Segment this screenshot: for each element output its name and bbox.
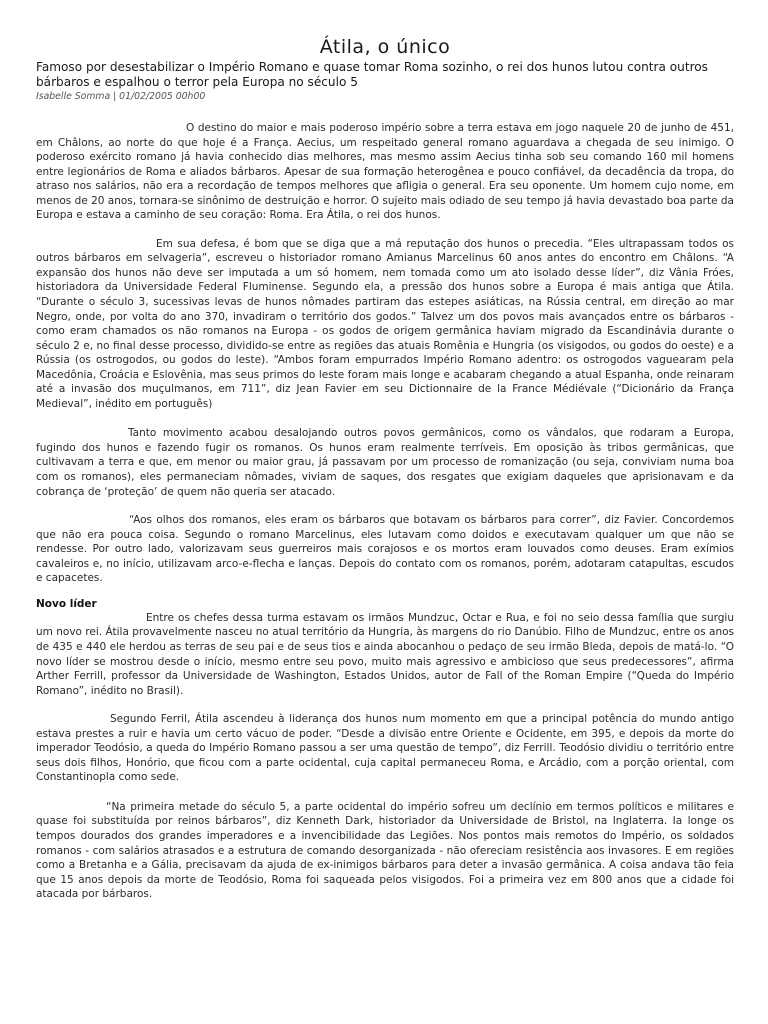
paragraph: Segundo Ferril, Átila ascendeu à liderança dos hunos num momento em que a principal potência do mundo antigo estava prestes a ruir e havia um certo vácuo de poder. “Desde a divisão entre Oriente e Ocidente, em 395, e depois da morte do imperador Teodósio, a queda do Império Romano passou a ser uma questão de tempo”, diz Ferrill. Teodósio dividiu o território entre seus dois filhos, Honório, que ficou com a parte ocidental, cuja capital permaneceu Roma, e Arcádio, com a porção oriental, com Constantinopla como sede. (36, 713, 734, 784)
paragraph: O destino do maior e mais poderoso império sobre a terra estava em jogo naquele 20 de junho de 451, em Châlons, ao norte do que hoje é a França. Aecius, um respeitado general romano aguardava a chegada de seu inimigo. O poderoso exército romano já havia conhecido dias melhores, mas mesmo assim Aecius tinha sob seu comando 160 mil homens entre legionários de Roma e aliados bárbaros. Apesar de sua formação heterogênea e pouco confiável, da decadência da tropa, do atraso nos salários, não era a recordação de tempos melhores que afligia o general. Era seu oponente. Um homem cujo nome, em menos de 20 anos, tornara-se sinônimo de destruição e horror. O sujeito mais odiado de seu tempo já havia devastado boa parte da Europa e estava a caminho de seu coração: Roma. Era Átila, o rei dos hunos. (36, 122, 734, 222)
paragraph: “Aos olhos dos romanos, eles eram os bárbaros que botavam os bárbaros para correr”, diz Favier. Concordemos que não era pouca coisa. Segundo o romano Marcelinus, eles lutavam como doidos e executavam qualquer um que não se rendesse. Por outro lado, valorizavam seus guerreiros mais corajosos e os mortos eram louvados como deuses. Eram exímios cavaleiros e, no início, utilizavam arco-e-flecha e lanças. Depois do contato com os romanos, porém, adotaram catapultas, escudos e capacetes. (36, 514, 734, 585)
paragraph: “Na primeira metade do século 5, a parte ocidental do império sofreu um declínio em termos políticos e militares e quase foi substituída por reinos bárbaros”, diz Kenneth Dark, historiador da Universidade de Bristol, na Inglaterra. Ia longe os tempos dourados dos grandes imperadores e a invencibilidade das Legiões. Nos pontos mais remotos do Império, os soldados romanos - com salários atrasados e a estrutura de comando desorganizada - não ofereciam resistência aos invasores. E em regiões como a Bretanha e a Gália, precisavam da ajuda de ex-inimigos bárbaros para deter a invasão germânica. A coisa andava tão feia que 15 anos depois da morte de Teodósio, Roma foi saqueada pelos visigodos. Foi a primeira vez em 800 anos que a cidade foi atacada por bárbaros. (36, 800, 734, 901)
article-byline: Isabelle Somma | 01/02/2005 00h00 (36, 91, 206, 102)
article-title: Átila, o único (319, 36, 451, 58)
paragraph: Entre os chefes dessa turma estavam os irmãos Mundzuc, Octar e Rua, e foi no seio dessa família que surgiu um novo rei. Átila provavelmente nasceu no atual território da Hungria, às margens do rio Danúbio. Filho de Mundzuc, entre os anos de 435 e 440 ele herdou as terras de seu pai e de seus tios e ainda abocanhou o pedaço de seu irmão Bleda, depois de matá-lo. “O novo líder se mostrou desde o início, mesmo entre seu povo, muito mais agressivo e ambicioso que seus predecessores”, afirma Arther Ferrill, professor da Universidade de Washington, Estados Unidos, autor de Fall of the Roman Empire (“Queda do Império Romano”, inédito no Brasil). (36, 611, 734, 697)
paragraph: Em sua defesa, é bom que se diga que a má reputação dos hunos o precedia. “Eles ultrapassam todos os outros bárbaros em selvageria”, escreveu o historiador romano Amianus Marcelinus 60 anos antes do encontro em Châlons. “A expansão dos hunos não deve ser imputada a um só homem, nem tomada como um ato isolado desse líder”, diz Vânia Fróes, historiadora da Universidade Federal Fluminense. Segundo ela, a pressão dos hunos sobre a Europa é mais antiga que Átila. “Durante o século 3, sucessivas levas de hunos nômades partiram das estepes asiáticas, na Rússia central, em direção ao mar Negro, onde, por volta do ano 370, invadiram o território dos godos.” Talvez um dos povos mais avançados entre os bárbaros - como eram chamados os não romanos na Europa - os godos de origem germânica haviam migrado da Escandinávia durante o século 2 e, no final desse processo, dividido-se entre as regiões das atuais Romênia e Hungria (os visigodos, ou godos do oeste) e a Rússia (os ostrogodos, ou godos do leste). “Ambos foram empurrados Império Romano adentro: os ostrogodos vaguearam pela Macedônia, Croácia e Eslovênia, mas seus primos do leste foram mais longe e acabaram chegando a atual Espanha, onde reinaram até a invasão dos muçulmanos, em 711”, diz Jean Favier em seu Dictionnaire de la France Médiévale (“Dicionário da França Medieval”, inédito em português) (36, 237, 734, 410)
article-subtitle: Famoso por desestabilizar o Império Romano e quase tomar Roma sozinho, o rei dos hunos lutou contra outros bárbaros e espalhou o terror pela Europa no século 5 (36, 60, 708, 89)
article (36, 34, 734, 902)
section-heading: Novo líder (36, 597, 97, 610)
paragraph: Tanto movimento acabou desalojando outros povos germânicos, como os vândalos, que rodaram a Europa, fugindo dos hunos e fazendo fugir os romanos. Os hunos eram realmente terríveis. Em oposição às tribos germânicas, que cultivavam a terra e que, em menor ou maior grau, já passavam por um processo de romanização (ou seja, conviviam numa boa com os romanos), eles permaneciam nômades, viviam de saques, dos resgates que exigiam daqueles que aprisionavam e da cobrança de ‘proteção’ de quem não queria ser atacado. (36, 427, 734, 498)
